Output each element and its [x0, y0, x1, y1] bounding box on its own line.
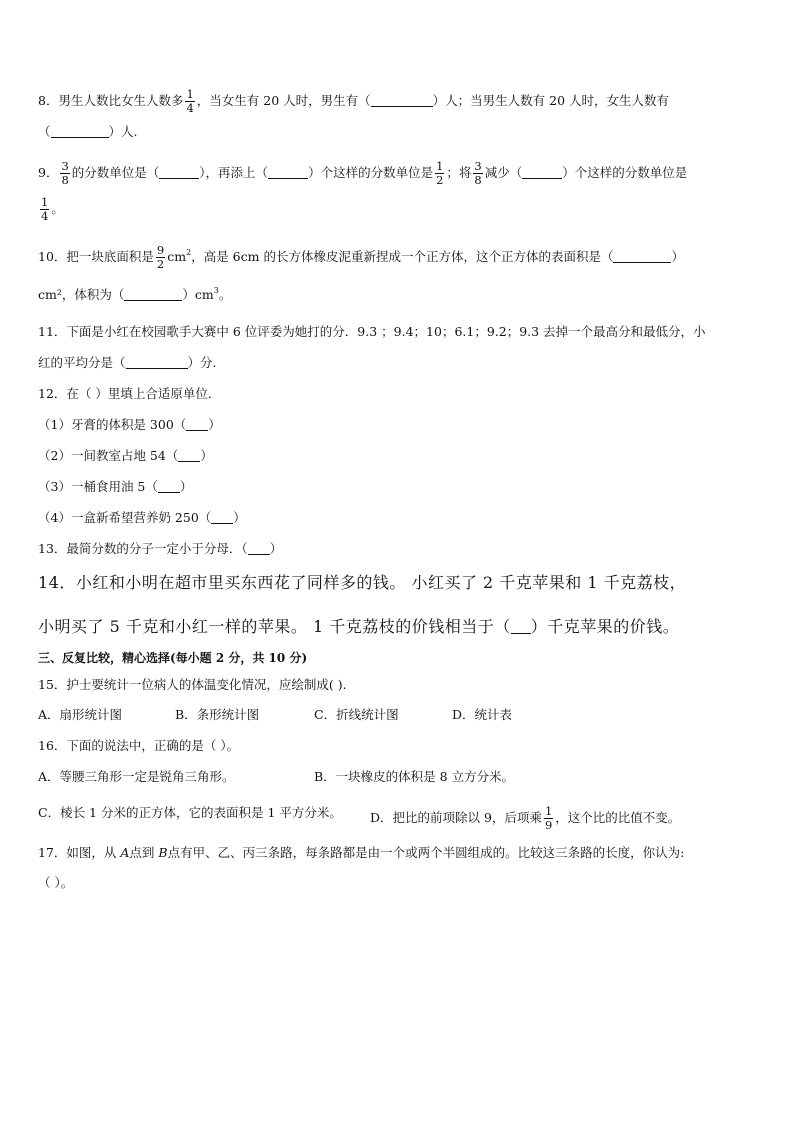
question-16-choice-d[interactable]: D．把比的前项除以 9，后项乘 $\frac{1}{9}$ ，这个比的比值不变。 [370, 804, 681, 832]
question-16-stem: 16．下面的说法中，正确的是（ ）。 [38, 738, 240, 753]
answer-blank[interactable] [248, 542, 270, 555]
question-10-line-1: 10．把一块底面积是 $\frac{9}{2}$ $cm^2$，高是 6cm 的长方体橡皮泥重新捏成一个正方体，这个正方体的表面积是（ ） [38, 243, 684, 271]
answer-blank[interactable] [522, 166, 562, 179]
fraction: $\frac{9}{2}$ [156, 243, 165, 271]
question-17-line-1: 17．如图，从 A点到 B点有甲、乙、丙三条路，每条路都是由一个或两个半圆组成的。比较这三条路的长度，你认为: [38, 845, 685, 860]
answer-blank[interactable] [124, 288, 182, 301]
question-9-line-2: $\frac{1}{4}$ 。 [41, 195, 64, 223]
question-15-choice-d[interactable]: D．统计表 [452, 707, 513, 722]
answer-blank[interactable] [371, 94, 433, 107]
question-12-item-3: （3）一桶食用油 5（ ） [38, 479, 193, 494]
answer-blank[interactable] [613, 250, 671, 263]
question-12-title: 12．在（ ）里填上合适原单位． [38, 386, 221, 401]
fraction: $\frac{1}{9}$ [544, 804, 553, 832]
fraction-one-quarter: $\frac{1}{4}$ [186, 87, 194, 115]
answer-blank[interactable] [211, 511, 233, 524]
question-16-choice-c[interactable]: C．棱长 1 分米的正方体，它的表面积是 1 平方分米。 [38, 805, 342, 820]
answer-blank[interactable] [51, 125, 109, 138]
fraction: $\frac{3}{8}$ [61, 159, 69, 187]
question-13: 13．最简分数的分子一定小于分母．（ ） [38, 541, 283, 556]
question-16-choice-a[interactable]: A．等腰三角形一定是锐角三角形。 [38, 769, 235, 784]
question-12-item-1: （1）牙膏的体积是 300（ ） [38, 417, 221, 432]
question-8-line-2: （ ）人. [38, 124, 138, 139]
question-11-line-2: 红的平均分是（ ）分. [38, 355, 217, 370]
fraction: $\frac{1}{4}$ [41, 195, 49, 223]
question-15-choice-b[interactable]: B．条形统计图 [175, 707, 260, 722]
answer-blank[interactable] [511, 621, 531, 634]
question-10-line-2: cm²，体积为（ ）$cm^3$。 [38, 286, 232, 302]
question-17-line-2: （ ）。 [38, 875, 74, 890]
question-15-choice-a[interactable]: A．扇形统计图 [38, 707, 123, 722]
question-16-choice-b[interactable]: B．一块橡皮的体积是 8 立方分米。 [314, 769, 515, 784]
question-14-line-1: 14．小红和小明在超市里买东西花了同样多的钱。 小红买了 2 千克苹果和 1 千克荔枝， [38, 573, 687, 592]
question-12-item-2: （2）一间教室占地 54（ ） [38, 448, 213, 463]
answer-blank[interactable] [186, 418, 208, 431]
answer-blank[interactable] [178, 449, 200, 462]
question-15-stem: 15．护士要统计一位病人的体温变化情况，应绘制成( ). [38, 677, 347, 692]
question-8-line-1: 8．男生人数比女生人数多 $\frac{1}{4}$ ，当女生有 20 人时，男生有（ ）人；当男生人数有 20 人时，女生人数有 [38, 87, 670, 115]
fraction: $\frac{1}{2}$ [436, 159, 444, 187]
answer-blank[interactable] [268, 166, 308, 179]
section-3-heading: 三、反复比较，精心选择(每小题 2 分，共 10 分) [38, 651, 308, 665]
question-12-item-4: （4）一盒新希望营养奶 250（ ） [38, 510, 246, 525]
answer-blank[interactable] [159, 166, 199, 179]
question-14-line-2: 小明买了 5 千克和小红一样的苹果。 1 千克荔枝的价钱相当于（ ）千克苹果的价钱。 [38, 617, 680, 636]
question-9-line-1: 9． $\frac{3}{8}$ 的分数单位是（ ），再添上（ ）个这样的分数单位是 $\frac{1}{2}$ ；将 $\frac{3}{8}$ 减少（ ）个这样的分数单位是 [38, 159, 688, 187]
answer-blank[interactable] [126, 356, 188, 369]
answer-blank[interactable] [158, 480, 180, 493]
fraction: $\frac{3}{8}$ [474, 159, 482, 187]
question-11-line-1: 11．下面是小红在校园歌手大赛中 6 位评委为她打的分．9.3 ；9.4；10；6.1；9.2；9.3 去掉一个最高分和最低分，小 [38, 324, 706, 339]
question-15-choice-c[interactable]: C．折线统计图 [314, 707, 399, 722]
